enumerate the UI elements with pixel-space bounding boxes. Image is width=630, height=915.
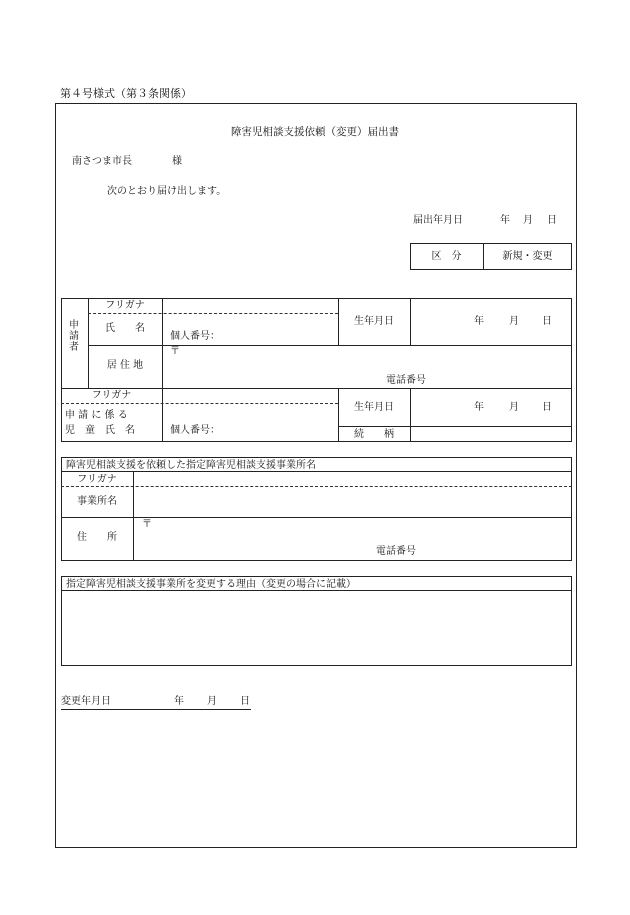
child-birth-year[interactable]: 年 <box>474 402 484 413</box>
applicant-phone-label: 電話番号 <box>386 375 426 386</box>
addressee: 南さつま市長 <box>72 156 132 167</box>
child-birth-day[interactable]: 日 <box>542 402 552 413</box>
child-birthdate-label: 生年月日 <box>354 402 394 413</box>
reason-header: 指定障害児相談支援事業所を変更する理由（変更の場合に記載） <box>66 579 356 590</box>
applicant-birth-year[interactable]: 年 <box>474 316 484 327</box>
filing-date-month[interactable]: 月 <box>523 215 533 226</box>
applicant-furigana-label: フリガナ <box>105 300 145 311</box>
office-phone-label: 電話番号 <box>376 546 416 557</box>
office-table <box>61 457 572 561</box>
applicant-group-label: 申請者 <box>69 320 79 353</box>
reason-input-area[interactable] <box>62 591 571 665</box>
intro-text: 次のとおり届け出します。 <box>107 186 227 197</box>
filing-date-year[interactable]: 年 <box>500 215 510 226</box>
applicant-address-label: 居 住 地 <box>106 360 144 371</box>
form-title: 障害児相談支援依頼（変更）届出書 <box>231 126 399 138</box>
honorific: 様 <box>172 156 182 167</box>
applicant-birth-month[interactable]: 月 <box>509 316 519 327</box>
applicant-name-label: 氏 名 <box>105 323 145 334</box>
office-name-label: 事業所名 <box>77 496 117 507</box>
applicant-personal-number[interactable]: 個人番号： <box>170 331 220 342</box>
office-header: 障害児相談支援を依頼した指定障害児相談支援事業所名 <box>66 460 316 471</box>
office-address-label: 住 所 <box>77 532 117 543</box>
change-date-year[interactable]: 年 <box>174 696 184 707</box>
change-date-day[interactable]: 日 <box>240 696 250 707</box>
applicant-birthdate-label: 生年月日 <box>354 316 394 327</box>
child-personal-number[interactable]: 個人番号： <box>170 425 220 436</box>
form-number: 第４号様式（第３条関係） <box>60 87 192 100</box>
change-date-label: 変更年月日 <box>61 696 111 707</box>
applicant-birth-day[interactable]: 日 <box>542 316 552 327</box>
office-furigana-label: フリガナ <box>77 474 117 485</box>
office-postal-mark: 〒 <box>142 519 152 530</box>
applicant-postal-mark: 〒 <box>170 346 180 357</box>
child-birth-month[interactable]: 月 <box>509 402 519 413</box>
filing-date-label: 届出年月日 <box>413 215 463 226</box>
filing-date-day[interactable]: 日 <box>547 215 557 226</box>
child-relation-label: 続 柄 <box>354 429 394 440</box>
category-value[interactable]: 新規・変更 <box>502 251 553 262</box>
child-label-line1: 申 請 に 係 る <box>65 410 128 421</box>
category-label: 区 分 <box>431 251 462 262</box>
child-furigana-label: フリガナ <box>91 390 132 401</box>
change-date-month[interactable]: 月 <box>207 696 217 707</box>
child-label-line2: 児 童 氏 名 <box>65 425 135 436</box>
